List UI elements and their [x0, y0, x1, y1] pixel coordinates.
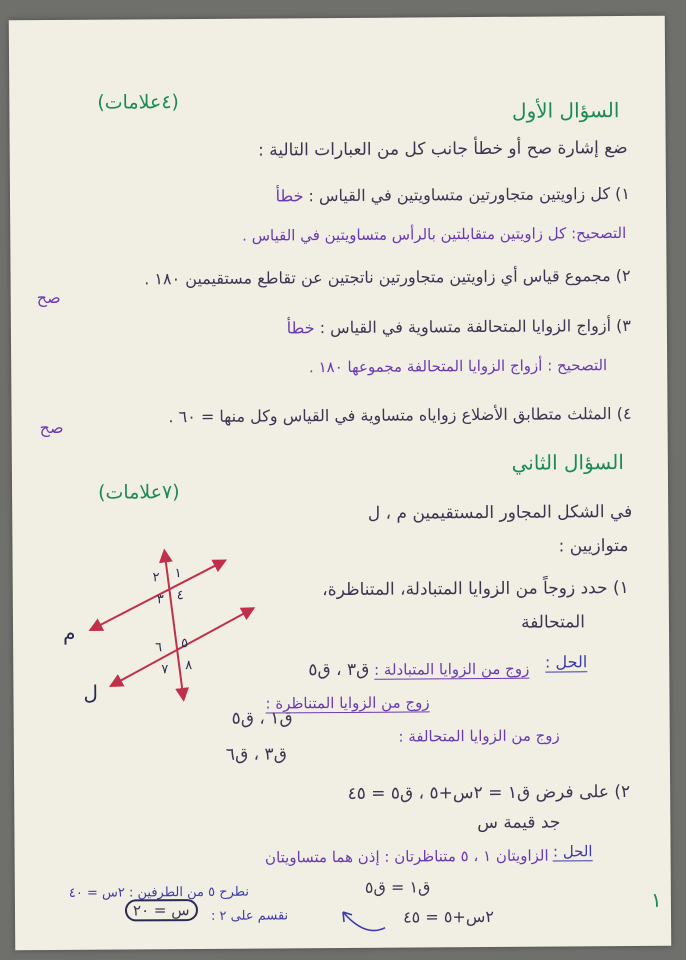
pair-label: زوج من الزوايا المتبادلة : — [373, 659, 530, 679]
pair-value: ق٣ ، ق٦ — [225, 744, 287, 765]
q1-item-1 — [275, 184, 630, 205]
q1-title: السؤال الأول — [511, 98, 620, 123]
item-text: المثلث متطابق الأضلاع زواياه متساوية في القياس وكل منها = ٦٠ . — [168, 404, 612, 427]
item-number: ٣) — [615, 315, 631, 336]
eq-1: ق١ = ق٥ — [364, 877, 431, 897]
q1-answer-2: صح — [36, 287, 61, 308]
page-number: ١ — [650, 887, 662, 912]
step-1: نطرح ٥ من الطرفين : ٢س = ٤٠ — [68, 884, 250, 901]
solution2-label: الحل : — [552, 842, 593, 861]
eq-2: ٢س+٥ = ٤٥ — [402, 906, 494, 927]
q1-instruction: ضع إشارة صح أو خطأ جانب كل من العبارات التالية : — [257, 137, 628, 161]
q2-part1-line1: ١) حدد زوجاً من الزوايا المتبادلة، المتناظرة، — [322, 577, 629, 601]
q1-correction-1: التصحيح: كل زاويتين متقابلتين بالرأس متساويتين في القياس . — [242, 223, 627, 245]
result-box: س = ٢٠ — [125, 899, 198, 922]
paper-sheet — [9, 16, 671, 951]
step-2: نقسم على ٢ : — [210, 908, 289, 924]
line-m-label: م — [62, 620, 76, 645]
pair-value: ق٣ ، ق٥ — [308, 659, 370, 681]
q1-answer-4: صح — [39, 417, 64, 438]
pair-label: زوج من الزوايا المتحالفة : — [398, 726, 560, 746]
angle-label: ٣ — [156, 592, 164, 608]
pair-row — [398, 726, 559, 745]
q1-correction-3: التصحيح : أزواج الزوايا المتحالفة مجموعها ١٨٠ . — [308, 356, 608, 377]
q2-part1-line2: المتحالفة — [520, 612, 586, 633]
solution-label: الحل : — [544, 652, 588, 672]
pair-row — [308, 659, 529, 681]
angle-label: ٦ — [155, 640, 163, 656]
angle-label: ٧ — [161, 662, 169, 678]
item-number: ٤) — [616, 403, 632, 424]
pair-label: زوج من الزوايا المتناظرة : — [265, 693, 430, 713]
q1-item-2 — [144, 266, 630, 288]
angle-label: ٥ — [181, 636, 189, 652]
q1-marks: (٤علامات) — [97, 91, 180, 114]
item-text: أزواج الزوايا المتحالفة متساوية في القياس : — [319, 316, 612, 338]
q2-intro-line2: متوازيين : — [558, 535, 629, 557]
q1-item-3 — [287, 316, 631, 337]
item-text: مجموع قياس أي زاويتين متجاورتين ناتجتين عن تقاطع مستقيمين ١٨٠ . — [144, 266, 611, 289]
line-l-label: ل — [83, 680, 99, 705]
angle-label: ٤ — [176, 588, 184, 604]
q2-intro-line1: في الشكل المجاور المستقيمين م ، ل — [367, 501, 633, 524]
angle-label: ١ — [174, 566, 182, 582]
q2-part2-line1: ٢) على فرض ق١ = ٢س+٥ ، ق٥ = ٤٥ — [347, 781, 631, 804]
q1-item-4 — [168, 404, 631, 426]
item-answer: خطأ — [286, 318, 315, 338]
item-number: ١) — [615, 183, 631, 204]
q2-part2-line2: جد قيمة س — [477, 812, 561, 834]
q2-marks: (٧علامات) — [97, 481, 180, 504]
pair-value: ق١ ، ق٥ — [231, 708, 293, 729]
item-text: كل زاويتين متجاورتين متساويتين في القياس : — [308, 184, 611, 206]
item-number: ٢) — [615, 265, 631, 286]
angle-label: ٢ — [152, 570, 160, 586]
angle-label: ٨ — [185, 658, 193, 674]
solution2-line: الزاويتان ١ ، ٥ متناظرتان : إذن هما متساويتان — [264, 846, 549, 867]
item-answer: خطأ — [275, 186, 304, 206]
parallel-lines-diagram — [62, 538, 293, 705]
q2-title: السؤال الثاني — [511, 450, 624, 475]
curved-arrow-icon — [335, 898, 395, 938]
